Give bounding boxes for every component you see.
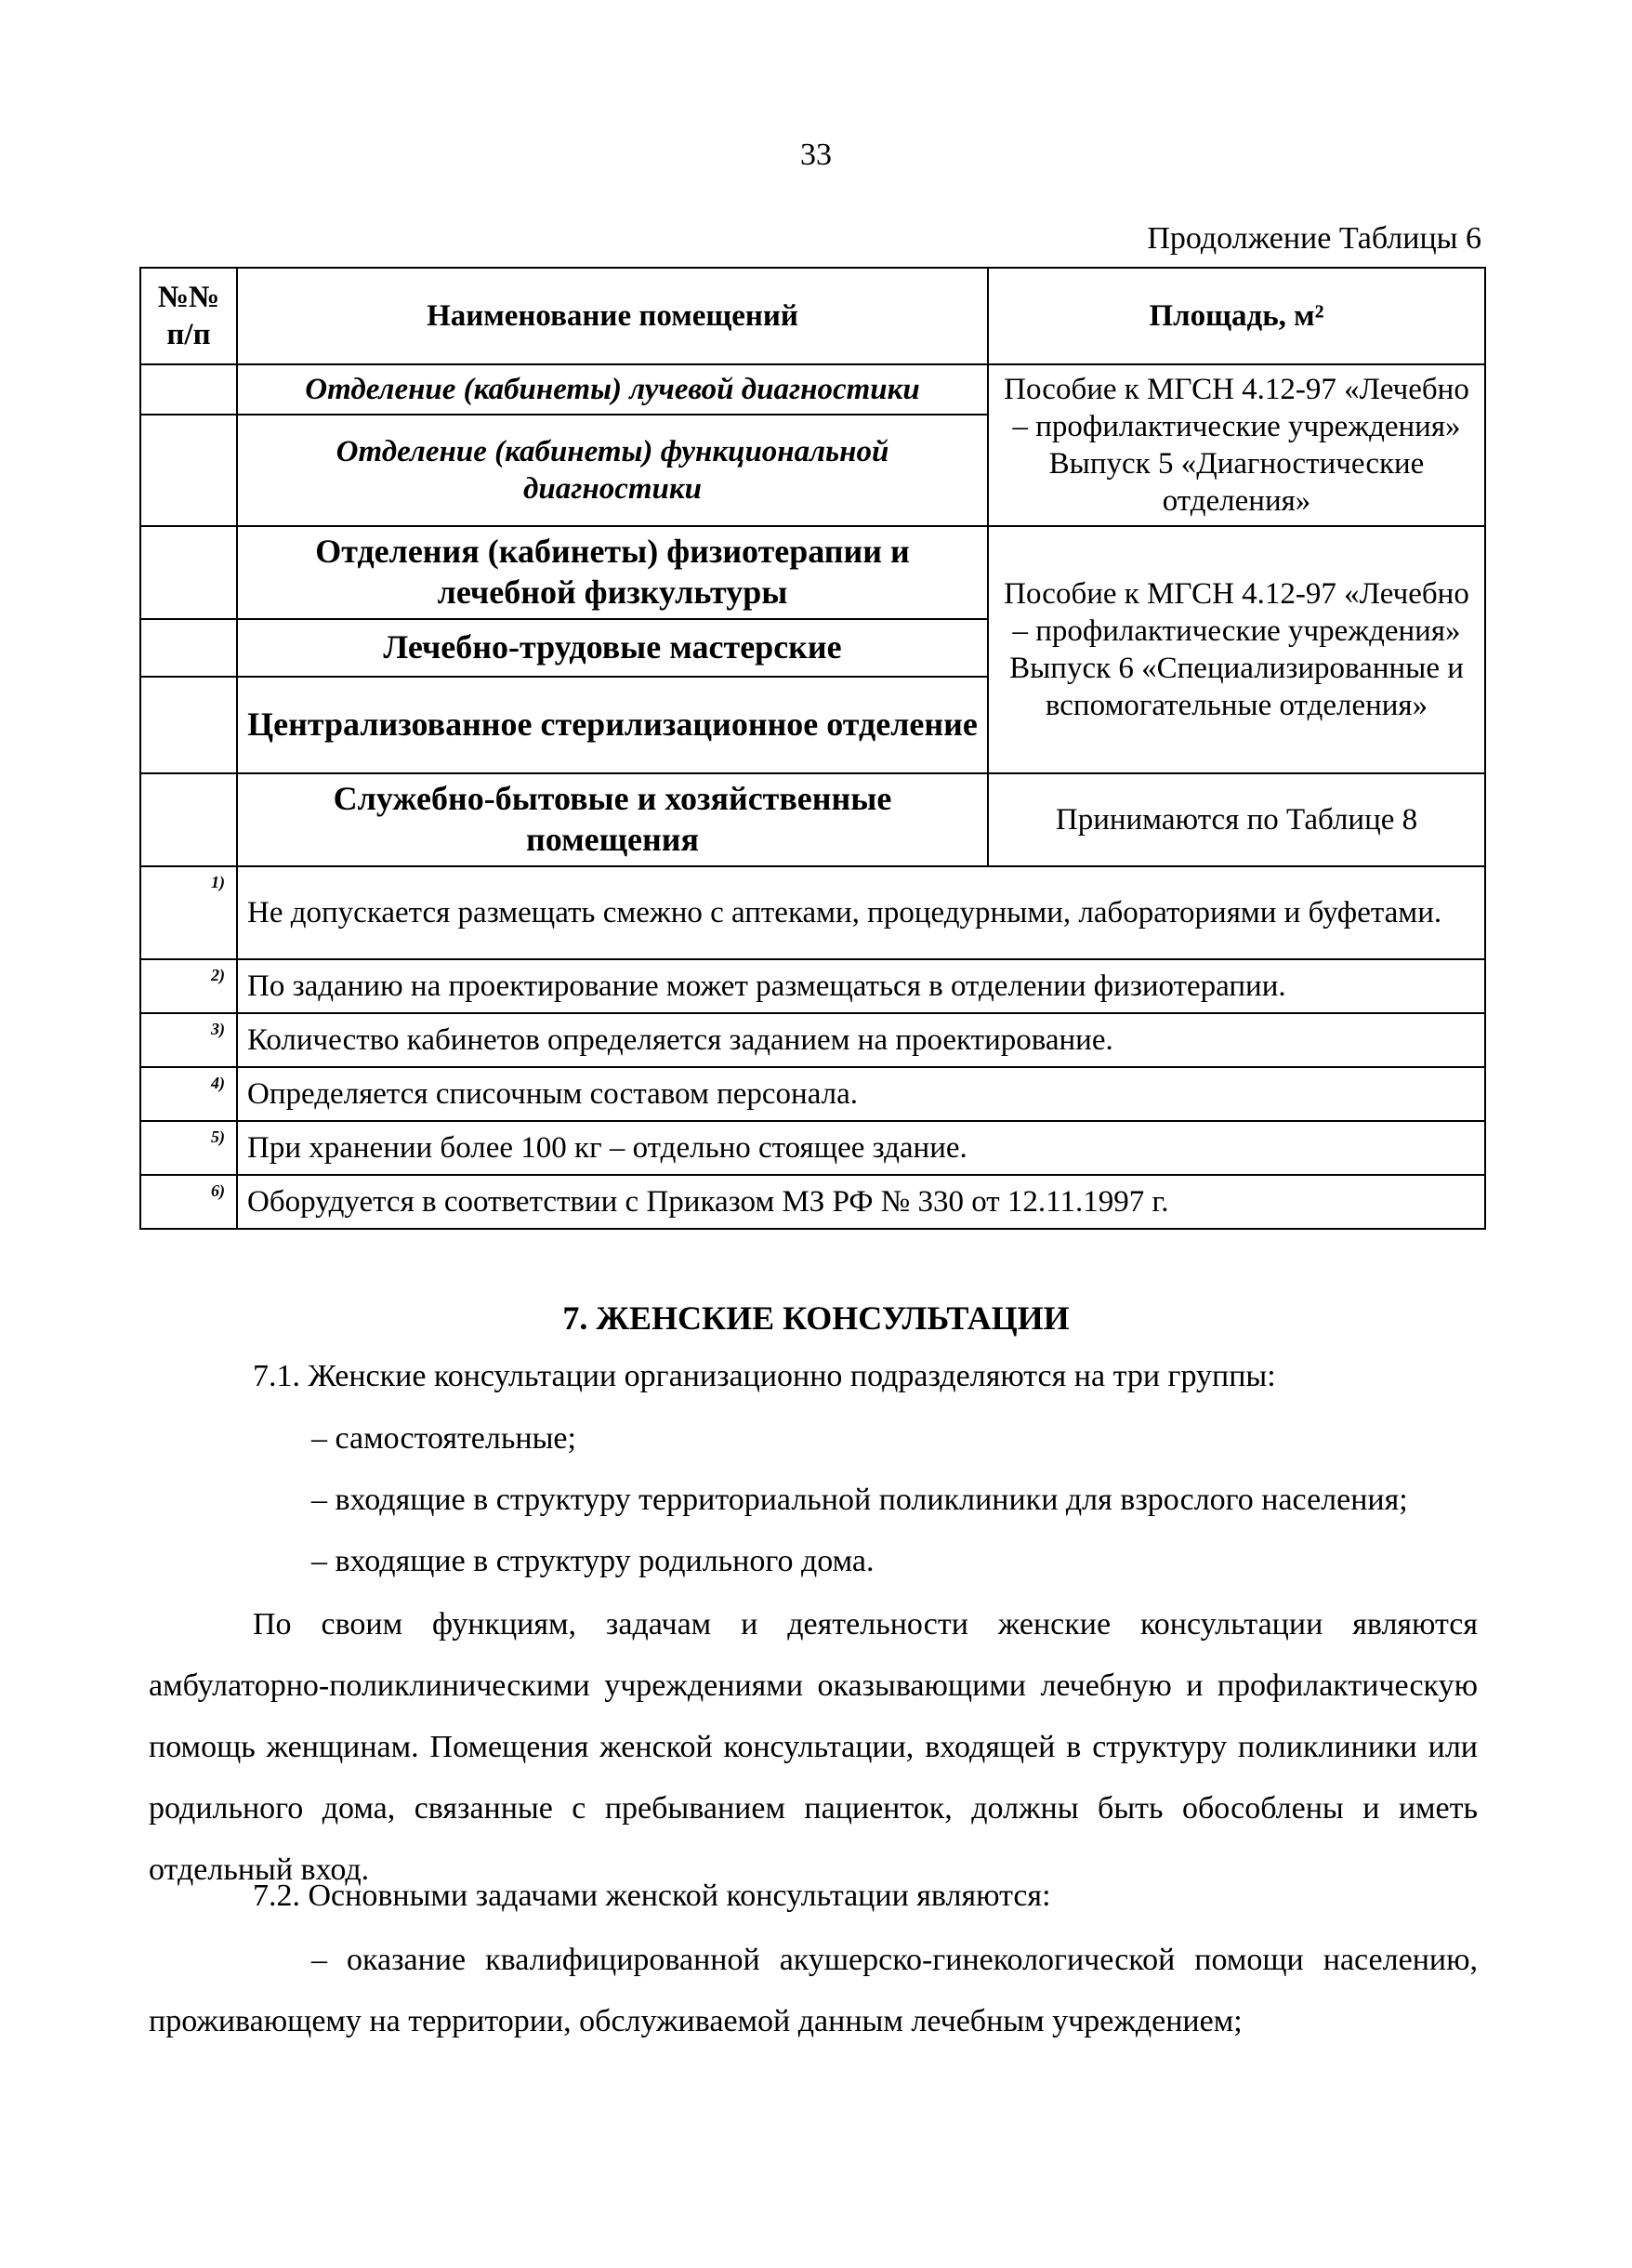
room-name-cell: Централизованное стерилизационное отделение [237, 677, 988, 773]
list-item: – самостоятельные; [311, 1421, 576, 1456]
footnote-mark: 5) [140, 1121, 237, 1175]
row-number-cell [140, 773, 237, 866]
row-number-cell [140, 619, 237, 677]
room-name-cell: Отделения (кабинеты) физиотерапии и лечебной физкультуры [237, 526, 988, 619]
footnote-mark: 4) [140, 1067, 237, 1121]
room-name-cell: Лечебно-трудовые мастерские [237, 619, 988, 677]
row-number-cell [140, 415, 237, 526]
room-name-cell: Отделение (кабинеты) лучевой диагностики [237, 364, 988, 415]
row-number-cell [140, 526, 237, 619]
footnote-text: Определяется списочным составом персонала. [237, 1067, 1485, 1121]
footnote-text: По заданию на проектирование может размещаться в отделении физиотерапии. [237, 959, 1485, 1013]
footnote-text: При хранении более 100 кг – отдельно стоящее здание. [237, 1121, 1485, 1175]
row-number-cell [140, 364, 237, 415]
table-row [140, 364, 1485, 415]
list-item: – входящие в структуру территориальной поликлиники для взрослого населения; [311, 1483, 1408, 1517]
footnote-mark: 2) [140, 959, 237, 1013]
table-header-row [140, 268, 1485, 364]
footnote-text: Оборудуется в соответствии с Приказом МЗ РФ № 330 от 12.11.1997 г. [237, 1175, 1485, 1229]
footnote-row [140, 866, 1485, 959]
area-cell: Пособие к МГСН 4.12-97 «Лечебно – профилактические учреждения» Выпуск 6 «Специализированные и вспомогательные отделения» [988, 526, 1485, 773]
paragraph-7-1: 7.1. Женские консультации организационно подразделяются на три группы: [253, 1359, 1276, 1393]
row-number-cell [140, 677, 237, 773]
footnote-text: Не допускается размещать смежно с аптеками, процедурными, лабораториями и буфетами. [237, 866, 1485, 959]
room-name-cell: Отделение (кабинеты) функциональной диагностики [237, 415, 988, 526]
premises-table [139, 267, 1486, 1230]
footnote-mark: 1) [140, 866, 237, 959]
footnote-row [140, 1175, 1485, 1229]
area-cell: Принимаются по Таблице 8 [988, 773, 1485, 866]
table-row [140, 773, 1485, 866]
header-number: №№ п/п [140, 268, 237, 364]
list-item: – входящие в структуру родильного дома. [311, 1544, 875, 1578]
area-cell: Пособие к МГСН 4.12-97 «Лечебно – профилактические учреждения» Выпуск 5 «Диагностические отделения» [988, 364, 1485, 526]
table-continuation-label: Продолжение Таблицы 6 [1147, 221, 1481, 256]
header-name: Наименование помещений [237, 268, 988, 364]
page-number: 33 [800, 138, 832, 172]
table-row [140, 526, 1485, 619]
footnote-row [140, 1067, 1485, 1121]
paragraph-task: – оказание квалифицированной акушерско-гинекологической помощи населению, проживающему на территории, обслуживаемой данным лечебным учреждением; [149, 1943, 1478, 2038]
paragraph-functions: По своим функциям, задачам и деятельности женские консультации являются амбулаторно-поликлиническими учреждениями оказывающими лечебную и профилактическую помощь женщинам. Помещения женской консультации, входящей в структуру поликлиники или родильного дома, связанные с пребыванием пациенток, должны быть обособлены и иметь отдельный вход. [149, 1607, 1478, 1887]
footnote-mark: 3) [140, 1013, 237, 1067]
footnote-row [140, 1121, 1485, 1175]
header-area: Площадь, м² [988, 268, 1485, 364]
footnote-row [140, 1013, 1485, 1067]
footnote-row [140, 959, 1485, 1013]
footnote-mark: 6) [140, 1175, 237, 1229]
paragraph-7-2: 7.2. Основными задачами женской консультации являются: [253, 1879, 1051, 1913]
footnote-text: Количество кабинетов определяется заданием на проектирование. [237, 1013, 1485, 1067]
section-heading: 7. ЖЕНСКИЕ КОНСУЛЬТАЦИИ [562, 1299, 1070, 1337]
room-name-cell: Служебно-бытовые и хозяйственные помещения [237, 773, 988, 866]
